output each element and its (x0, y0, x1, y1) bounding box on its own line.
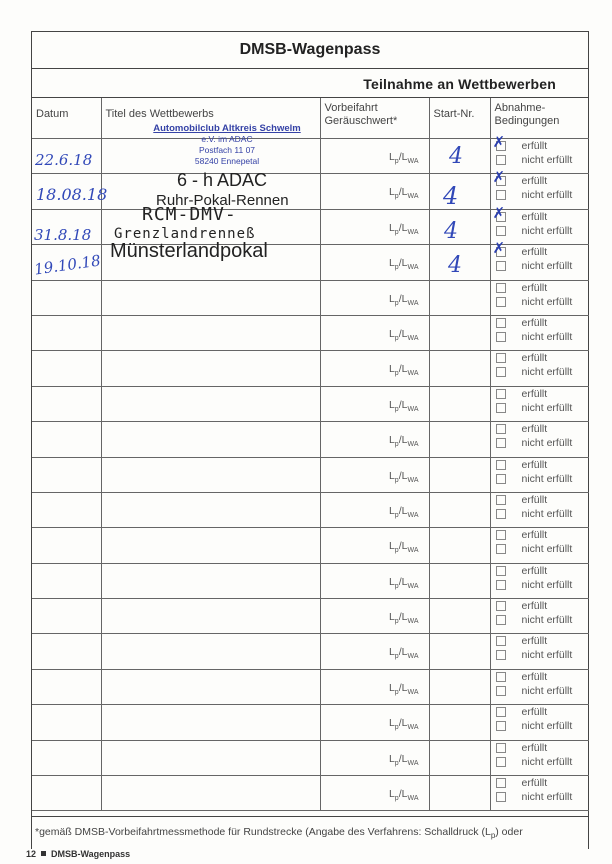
start-number-cell[interactable] (429, 563, 490, 598)
checkbox-fulfilled[interactable] (496, 389, 506, 399)
option-not-fulfilled[interactable] (491, 542, 590, 556)
option-not-fulfilled[interactable] (491, 153, 590, 167)
square-icon (41, 851, 46, 856)
table-row (32, 776, 589, 811)
option-not-fulfilled[interactable] (491, 719, 590, 733)
option-not-fulfilled[interactable] (491, 365, 590, 379)
table-row (32, 669, 589, 704)
checkbox-not-fulfilled[interactable] (496, 686, 506, 696)
noise-cell[interactable] (320, 776, 429, 811)
start-number-4: 4 (448, 253, 462, 278)
date-cell[interactable] (32, 740, 101, 775)
option-fulfilled[interactable] (491, 168, 590, 188)
start-number-2: 4 (443, 182, 459, 210)
checkbox-not-fulfilled[interactable] (496, 650, 506, 660)
start-number-cell[interactable] (429, 492, 490, 527)
noise-cell[interactable] (320, 174, 429, 209)
noise-cell[interactable] (320, 740, 429, 775)
checkbox-fulfilled[interactable] (496, 318, 506, 328)
checkbox-fulfilled[interactable] (496, 495, 506, 505)
lp-label: $L_p/L_{WA}$ (388, 646, 419, 661)
label-fulfilled: erfüllt (521, 246, 548, 259)
check-mark-icon: ✗ (492, 168, 506, 187)
title-cell[interactable] (101, 563, 320, 598)
checkbox-fulfilled[interactable] (496, 743, 506, 753)
label-fulfilled: erfüllt (521, 777, 548, 790)
date-entry-4: 19.10.18 (33, 251, 102, 279)
option-not-fulfilled[interactable] (491, 648, 590, 662)
label-fulfilled: erfüllt (521, 635, 548, 648)
lp-label: $L_p/L_{WA}$ (388, 363, 419, 378)
checkbox-not-fulfilled[interactable] (496, 509, 506, 519)
noise-cell[interactable] (320, 386, 429, 421)
date-cell[interactable] (32, 351, 101, 386)
option-fulfilled[interactable] (491, 776, 590, 790)
checkbox-fulfilled[interactable] (496, 353, 506, 363)
start-number-cell[interactable] (429, 634, 490, 669)
title-cell[interactable] (101, 740, 320, 775)
checkbox-fulfilled[interactable] (496, 460, 506, 470)
lp-label: $L_p/L_{WA}$ (388, 788, 419, 803)
option-not-fulfilled[interactable] (491, 755, 590, 769)
table-row (32, 386, 589, 421)
lp-label: $L_p/L_{WA}$ (388, 257, 419, 272)
table-row (32, 457, 589, 492)
footnote: *gemäß DMSB-Vorbeifahrtmessmethode für Rundstrecke (Angabe des Verfahrens: Schalldruck $(L_p)$ oder (31, 816, 589, 840)
checkbox-not-fulfilled[interactable] (496, 757, 506, 767)
section-subtitle: Teilnahme an Wettbewerben (32, 68, 588, 98)
noise-cell[interactable] (320, 599, 429, 634)
label-fulfilled: erfüllt (521, 352, 548, 365)
option-not-fulfilled[interactable] (491, 790, 590, 804)
wagenpass-sheet (31, 31, 589, 849)
checkbox-not-fulfilled[interactable] (496, 367, 506, 377)
acceptance-cell (490, 634, 589, 669)
checkbox-not-fulfilled[interactable] (496, 474, 506, 484)
option-fulfilled[interactable] (491, 422, 590, 436)
option-fulfilled[interactable] (491, 634, 590, 648)
date-cell[interactable] (32, 776, 101, 811)
start-number-cell[interactable] (429, 174, 490, 209)
label-fulfilled: erfüllt (521, 281, 548, 294)
option-not-fulfilled[interactable] (491, 330, 590, 344)
label-not-fulfilled: nicht erfüllt (521, 684, 573, 697)
col-abnahme: Abnahme- Bedingungen (490, 98, 589, 139)
table-row (32, 563, 589, 598)
start-number-cell[interactable] (429, 209, 490, 244)
label-fulfilled: erfüllt (521, 564, 548, 577)
table-row (32, 599, 589, 634)
competition-table (32, 98, 589, 811)
acceptance-cell (490, 457, 589, 492)
checkbox-not-fulfilled[interactable] (496, 261, 506, 271)
label-not-fulfilled: nicht erfüllt (521, 472, 573, 485)
start-number-cell[interactable] (429, 422, 490, 457)
start-number-cell[interactable] (429, 669, 490, 704)
acceptance-cell (490, 563, 589, 598)
checkbox-not-fulfilled[interactable] (496, 438, 506, 448)
noise-cell[interactable] (320, 528, 429, 563)
option-fulfilled[interactable] (491, 387, 590, 401)
title-cell[interactable] (101, 599, 320, 634)
table-row (32, 705, 589, 740)
label-fulfilled: erfüllt (521, 387, 548, 400)
acceptance-cell (490, 386, 589, 421)
title-cell[interactable] (101, 705, 320, 740)
checkbox-fulfilled[interactable] (496, 530, 506, 540)
option-not-fulfilled[interactable] (491, 613, 590, 627)
check-mark-icon: ✗ (492, 203, 506, 222)
option-not-fulfilled[interactable] (491, 684, 590, 698)
noise-cell[interactable] (320, 492, 429, 527)
start-number-cell[interactable] (429, 351, 490, 386)
date-cell[interactable] (32, 457, 101, 492)
checkbox-fulfilled[interactable] (496, 566, 506, 576)
label-not-fulfilled: nicht erfüllt (521, 543, 573, 556)
option-not-fulfilled[interactable] (491, 259, 590, 273)
acceptance-cell (490, 492, 589, 527)
page-footer (26, 849, 130, 859)
race-stamp-grenzland: Grenzlandrenneß (114, 226, 256, 242)
lp-label: $L_p/L_{WA}$ (388, 151, 419, 166)
lp-label: $L_p/L_{WA}$ (388, 504, 419, 519)
option-not-fulfilled[interactable] (491, 436, 590, 450)
acceptance-cell (490, 351, 589, 386)
noise-cell[interactable] (320, 280, 429, 315)
option-fulfilled[interactable] (491, 203, 590, 224)
label-not-fulfilled: nicht erfüllt (521, 366, 573, 379)
label-fulfilled: erfüllt (521, 529, 548, 542)
label-not-fulfilled: nicht erfüllt (521, 295, 573, 308)
option-fulfilled[interactable] (491, 705, 590, 719)
acceptance-cell (490, 239, 589, 280)
label-not-fulfilled: nicht erfüllt (521, 260, 573, 273)
lp-label: $L_p/L_{WA}$ (388, 611, 419, 626)
label-fulfilled: erfüllt (521, 706, 548, 719)
acceptance-cell (490, 705, 589, 740)
title-cell[interactable] (101, 315, 320, 350)
checkbox-not-fulfilled[interactable] (496, 226, 506, 236)
check-mark-icon: ✗ (492, 239, 506, 258)
table-row (32, 634, 589, 669)
label-not-fulfilled: nicht erfüllt (521, 649, 573, 662)
lp-label: $L_p/L_{WA}$ (388, 717, 419, 732)
title-cell[interactable] (101, 386, 320, 421)
date-cell[interactable] (32, 599, 101, 634)
table-row (32, 174, 589, 209)
checkbox-not-fulfilled[interactable] (496, 155, 506, 165)
start-number-cell[interactable] (429, 280, 490, 315)
option-not-fulfilled[interactable] (491, 401, 590, 415)
title-cell[interactable] (101, 280, 320, 315)
race-stamp-rcm-dmv: RCM-DMV- (142, 204, 237, 225)
checkbox-fulfilled[interactable] (492, 168, 506, 187)
lp-label: $L_p/L_{WA}$ (388, 469, 419, 484)
acceptance-cell (490, 315, 589, 350)
acceptance-cell (490, 280, 589, 315)
date-cell[interactable] (32, 280, 101, 315)
table-row (32, 280, 589, 315)
label-fulfilled: erfüllt (521, 458, 548, 471)
title-cell[interactable] (101, 422, 320, 457)
acceptance-cell (490, 422, 589, 457)
date-cell[interactable] (32, 634, 101, 669)
start-number-3: 4 (444, 219, 458, 244)
table-row (32, 315, 589, 350)
date-cell[interactable] (32, 386, 101, 421)
checkbox-not-fulfilled[interactable] (496, 721, 506, 731)
noise-cell[interactable] (320, 563, 429, 598)
option-not-fulfilled[interactable] (491, 188, 590, 202)
label-not-fulfilled: nicht erfüllt (521, 578, 573, 591)
option-not-fulfilled[interactable] (491, 578, 590, 592)
option-fulfilled[interactable] (491, 281, 590, 295)
noise-cell[interactable] (320, 705, 429, 740)
checkbox-not-fulfilled[interactable] (496, 544, 506, 554)
lp-label: $L_p/L_{WA}$ (388, 575, 419, 590)
acceptance-cell (490, 740, 589, 775)
checkbox-fulfilled[interactable] (492, 133, 506, 151)
lp-label: $L_p/L_{WA}$ (388, 540, 419, 555)
club-stamp: Automobilclub Altkreis Schwelm e.V. im ADAC Postfach 11 07 58240 Ennepetal (153, 123, 301, 166)
option-fulfilled[interactable] (491, 316, 590, 330)
table-row (32, 740, 589, 775)
title-cell[interactable] (101, 351, 320, 386)
option-fulfilled[interactable] (491, 741, 590, 755)
label-fulfilled: erfüllt (521, 423, 548, 436)
start-number-cell[interactable] (429, 776, 490, 811)
start-number-1: 4 (449, 144, 463, 169)
label-not-fulfilled: nicht erfüllt (521, 224, 573, 237)
date-cell[interactable] (32, 669, 101, 704)
start-number-cell[interactable] (429, 315, 490, 350)
option-not-fulfilled[interactable] (491, 295, 590, 309)
noise-cell[interactable] (320, 422, 429, 457)
date-cell[interactable] (32, 705, 101, 740)
option-fulfilled[interactable] (491, 133, 590, 153)
title-suffix: -Wagenpass (286, 41, 381, 58)
noise-cell[interactable] (320, 457, 429, 492)
label-not-fulfilled: nicht erfüllt (521, 189, 573, 202)
option-not-fulfilled[interactable] (491, 472, 590, 486)
check-mark-icon: ✗ (492, 133, 506, 151)
date-cell[interactable] (32, 315, 101, 350)
lp-label: $L_p/L_{WA}$ (388, 398, 419, 413)
lp-label: $L_p/L_{WA}$ (388, 186, 419, 201)
title-prefix: DMSB (239, 41, 287, 58)
checkbox-not-fulfilled[interactable] (496, 615, 506, 625)
start-number-cell[interactable] (429, 705, 490, 740)
checkbox-fulfilled[interactable] (496, 778, 506, 788)
date-cell[interactable] (32, 422, 101, 457)
label-fulfilled: erfüllt (521, 493, 548, 506)
date-entry-3: 31.8.18 (34, 226, 92, 244)
start-number-cell[interactable] (429, 386, 490, 421)
lp-label: $L_p/L_{WA}$ (388, 752, 419, 767)
acceptance-cell (490, 528, 589, 563)
col-vorbeifahrt: Vorbeifahrt Geräuschwert* (320, 98, 429, 139)
checkbox-fulfilled[interactable] (496, 601, 506, 611)
acceptance-cell (490, 669, 589, 704)
title-cell[interactable] (101, 634, 320, 669)
acceptance-cell (490, 599, 589, 634)
noise-cell[interactable] (320, 245, 429, 280)
start-number-cell[interactable] (429, 528, 490, 563)
label-not-fulfilled: nicht erfüllt (521, 330, 573, 343)
title-cell[interactable] (101, 776, 320, 811)
option-fulfilled[interactable] (491, 493, 590, 507)
title-cell[interactable] (101, 492, 320, 527)
label-not-fulfilled: nicht erfüllt (521, 154, 573, 166)
checkbox-fulfilled[interactable] (492, 203, 506, 222)
acceptance-cell (490, 776, 589, 811)
label-not-fulfilled: nicht erfüllt (521, 720, 573, 733)
label-fulfilled: erfüllt (521, 140, 548, 152)
checkbox-not-fulfilled[interactable] (496, 297, 506, 307)
race-stamp-ruhr-pokal: Ruhr-Pokal-Rennen (156, 192, 289, 209)
checkbox-fulfilled[interactable] (496, 283, 506, 293)
race-stamp-muensterland: Münsterlandpokal (110, 240, 268, 262)
option-fulfilled[interactable] (491, 599, 590, 613)
col-titel: Titel des Wettbewerbs (101, 98, 320, 139)
checkbox-fulfilled[interactable] (492, 239, 506, 258)
checkbox-not-fulfilled[interactable] (496, 792, 506, 802)
option-not-fulfilled[interactable] (491, 224, 590, 238)
label-not-fulfilled: nicht erfüllt (521, 507, 573, 520)
date-entry-1: 22.6.18 (35, 151, 93, 169)
start-number-cell[interactable] (429, 457, 490, 492)
start-number-cell[interactable] (429, 740, 490, 775)
checkbox-not-fulfilled[interactable] (496, 580, 506, 590)
label-not-fulfilled: nicht erfüllt (521, 614, 573, 627)
checkbox-not-fulfilled[interactable] (496, 190, 506, 200)
footer-label: DMSB-Wagenpass (51, 849, 131, 859)
option-fulfilled[interactable] (491, 564, 590, 578)
page-title (32, 32, 588, 69)
table-row (32, 528, 589, 563)
checkbox-not-fulfilled[interactable] (496, 403, 506, 413)
checkbox-fulfilled[interactable] (496, 672, 506, 682)
lp-label: $L_p/L_{WA}$ (388, 327, 419, 343)
checkbox-not-fulfilled[interactable] (496, 332, 506, 342)
noise-cell[interactable] (320, 209, 429, 244)
option-fulfilled[interactable] (491, 528, 590, 542)
noise-cell[interactable] (320, 315, 429, 350)
checkbox-fulfilled[interactable] (496, 636, 506, 646)
col-datum: Datum (32, 98, 101, 139)
title-cell[interactable] (101, 528, 320, 563)
label-not-fulfilled: nicht erfüllt (521, 401, 573, 414)
title-cell[interactable] (101, 457, 320, 492)
noise-cell[interactable] (320, 634, 429, 669)
label-fulfilled: erfüllt (521, 175, 548, 188)
checkbox-fulfilled[interactable] (496, 424, 506, 434)
label-fulfilled: erfüllt (521, 210, 548, 223)
option-fulfilled[interactable] (491, 670, 590, 684)
noise-cell[interactable] (320, 139, 429, 174)
date-cell[interactable] (32, 563, 101, 598)
lp-label: $L_p/L_{WA}$ (388, 221, 419, 236)
option-fulfilled[interactable] (491, 458, 590, 472)
col-startnr: Start-Nr. (429, 98, 490, 139)
lp-label: $L_p/L_{WA}$ (388, 681, 419, 696)
label-fulfilled: erfüllt (521, 670, 548, 683)
start-number-cell[interactable] (429, 599, 490, 634)
table-row (32, 492, 589, 527)
title-cell[interactable] (101, 669, 320, 704)
page-number: 12 (26, 849, 37, 859)
table-row (32, 422, 589, 457)
option-fulfilled[interactable] (491, 351, 590, 365)
table-row (32, 351, 589, 386)
label-fulfilled: erfüllt (521, 316, 548, 329)
label-not-fulfilled: nicht erfüllt (521, 437, 573, 450)
race-stamp-6h-adac: 6 - h ADAC (177, 170, 268, 190)
date-cell[interactable] (32, 492, 101, 527)
lp-label: $L_p/L_{WA}$ (388, 292, 419, 307)
label-not-fulfilled: nicht erfüllt (521, 791, 573, 804)
option-not-fulfilled[interactable] (491, 507, 590, 521)
label-fulfilled: erfüllt (521, 741, 548, 754)
checkbox-fulfilled[interactable] (496, 707, 506, 717)
noise-cell[interactable] (320, 351, 429, 386)
label-fulfilled: erfüllt (521, 600, 548, 613)
lp-label: $L_p/L_{WA}$ (388, 434, 419, 449)
noise-cell[interactable] (320, 669, 429, 704)
date-entry-2: 18.08.18 (36, 185, 108, 204)
option-fulfilled[interactable] (491, 239, 590, 259)
date-cell[interactable] (32, 528, 101, 563)
label-not-fulfilled: nicht erfüllt (521, 755, 573, 768)
